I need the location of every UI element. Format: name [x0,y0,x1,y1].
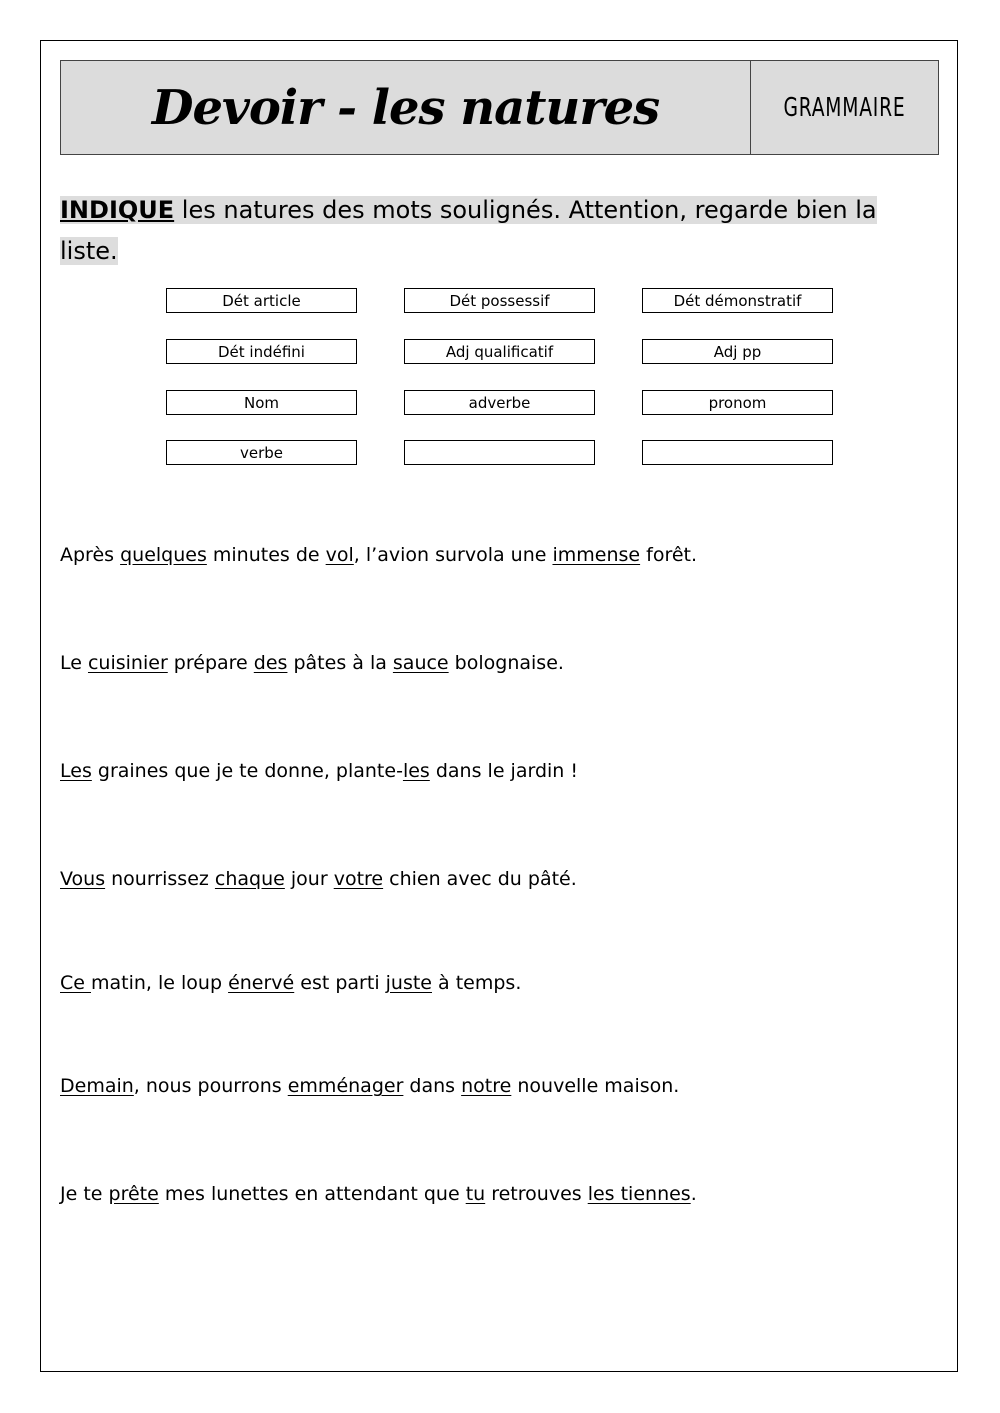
underlined-word: notre [461,1075,512,1097]
exercise-sentence [60,1183,697,1205]
instruction-keyword: INDIQUE [60,196,175,224]
exercise-sentence [60,760,578,782]
underlined-word: quelques [120,544,207,566]
sentence-text: nourrissez [105,868,215,890]
choice-box: Dét démonstratif [642,288,833,313]
exercise-sentence [60,1075,679,1097]
exercise-sentence [60,544,697,566]
choice-box [404,440,595,465]
sentence-text: nouvelle maison. [511,1075,680,1097]
choice-box: Dét article [166,288,357,313]
choice-box [642,440,833,465]
underlined-word: les tiennes [587,1183,691,1205]
sentence-text: . [690,1183,697,1205]
underlined-word: Ce [60,972,91,994]
choice-box: adverbe [404,390,595,415]
sentence-text: pâtes à la [287,652,393,674]
choice-box: Adj qualificatif [404,339,595,364]
sentence-text: retrouves [485,1183,588,1205]
sentence-text: dans le jardin ! [429,760,578,782]
sentence-text: Après [60,544,121,566]
sentence-text: à temps. [432,972,522,994]
sentence-text: Le [60,652,88,674]
choice-box: Adj pp [642,339,833,364]
sentence-text: , nous pourrons [133,1075,288,1097]
underlined-word: chaque [214,868,285,890]
worksheet-header [60,60,939,155]
sentence-text: , l’avion survola une [353,544,553,566]
underlined-word: emménager [287,1075,404,1097]
sentence-text: prépare [167,652,254,674]
choice-box: Nom [166,390,357,415]
choice-box: Dét indéfini [166,339,357,364]
exercise-sentence [60,652,564,674]
choice-box: verbe [166,440,357,465]
underlined-word: prête [108,1183,159,1205]
exercise-sentence [60,972,521,994]
exercise-sentence [60,868,577,890]
underlined-word: juste [385,972,432,994]
sentence-text: chien avec du pâté. [383,868,577,890]
sentence-text: forêt. [640,544,698,566]
page-title: Devoir - les natures [61,61,751,154]
choice-box: pronom [642,390,833,415]
underlined-word: sauce [392,652,449,674]
underlined-word: immense [552,544,641,566]
sentence-text: minutes de [206,544,326,566]
choice-box: Dét possessif [404,288,595,313]
underlined-word: des [253,652,288,674]
underlined-word: cuisinier [87,652,168,674]
underlined-word: Vous [60,868,106,890]
sentence-text: matin, le loup [91,972,229,994]
sentence-text: dans [403,1075,462,1097]
sentence-text: bolognaise. [448,652,564,674]
underlined-word: votre [333,868,384,890]
subject-label: GRAMMAIRE [783,92,906,123]
sentence-text: graines que je te donne, plante- [91,760,403,782]
instruction [60,190,890,272]
underlined-word: Demain [60,1075,134,1097]
underlined-word: les [402,760,430,782]
sentence-text: Je te [60,1183,109,1205]
underlined-word: Les [60,760,92,782]
underlined-word: tu [465,1183,486,1205]
sentence-text: est parti [294,972,386,994]
sentence-text: jour [284,868,334,890]
sentence-text: mes lunettes en attendant que [158,1183,466,1205]
underlined-word: vol [325,544,354,566]
underlined-word: énervé [228,972,295,994]
instruction-text: les natures des mots soulignés. Attention, regarde bien la liste. [60,196,877,265]
